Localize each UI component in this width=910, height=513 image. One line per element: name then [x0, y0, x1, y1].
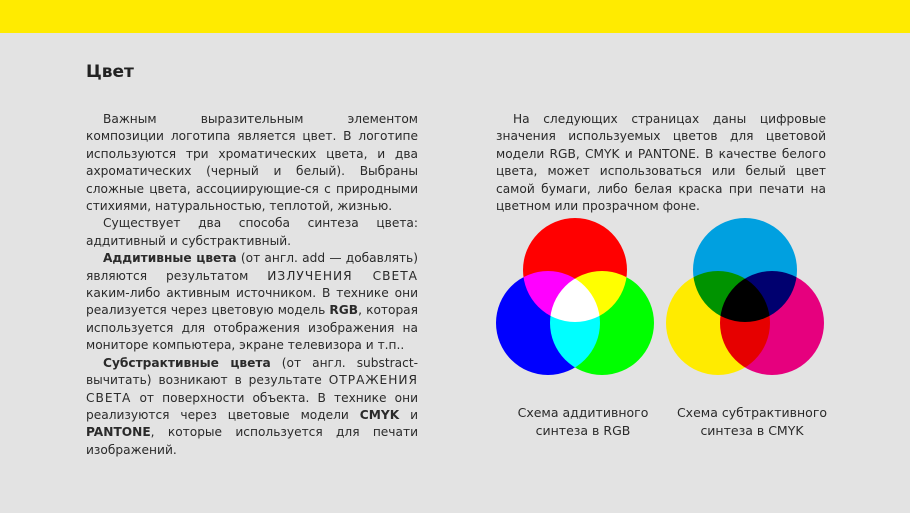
text-segment: каким-либо активным источником. В технике они реализуется через цветовую модель: [86, 286, 418, 318]
text-segment: Субстрактивные цвета: [103, 355, 271, 370]
text-segment: ИЗЛУЧЕНИЯ СВЕТА: [267, 268, 418, 283]
green-circle: [550, 271, 654, 375]
paragraph-color-values: На следующих страницах даны цифровые значения используемых цветов для цветовой модели RGB, CMYK и PANTONE. В качестве белого цвета, может использоваться или белый цвет самой бумаги, либо белая краска при печати на цветном или прозрачном фоне.: [496, 112, 826, 214]
text-segment: Аддитивные цвета: [103, 251, 237, 266]
rgb-caption: Схема аддитивного синтеза в RGB: [517, 405, 649, 438]
text-segment: CMYK: [359, 407, 400, 422]
text-segment: ОТРАЖЕНИЯ СВЕТА: [86, 373, 418, 405]
paragraph-intro: Важным выразительным элементом композиции логотипа является цвет. В логотипе используются три хроматических цвета, и два ахроматических (черный и белый). Выбраны сложные цвета, ассоциирующие-ся с природными стихиями, натуральностью, теплотой, жизнью.: [86, 112, 418, 214]
text-segment: (от англ. substract- вычитать) возникают в результате: [86, 355, 418, 388]
text-segment: PANTONE: [86, 425, 151, 440]
text-segment: (от англ. add — добавлять) являются результатом: [86, 251, 418, 283]
paragraph-methods: Существует два способа синтеза цвета: аддитивный и субстрактивный.: [86, 216, 418, 248]
text-segment: , которые используется для печати изображений.: [86, 425, 418, 457]
page-title: Цвет: [86, 62, 134, 82]
cmyk-caption: Схема субтрактивного синтеза в CMYK: [676, 405, 828, 438]
text-segment: от поверхности объекта. В технике они реализуются через цветовые модели: [86, 390, 418, 422]
magenta-circle: [720, 271, 824, 375]
text-segment: и: [399, 407, 419, 422]
text-segment: , которая используется для отображения изображения на мониторе компьютера, экране телевизора и т.п..: [86, 303, 418, 353]
text-segment: RGB: [329, 303, 359, 318]
cmyk-diagram: [666, 218, 824, 375]
rgb-diagram: [496, 218, 654, 375]
